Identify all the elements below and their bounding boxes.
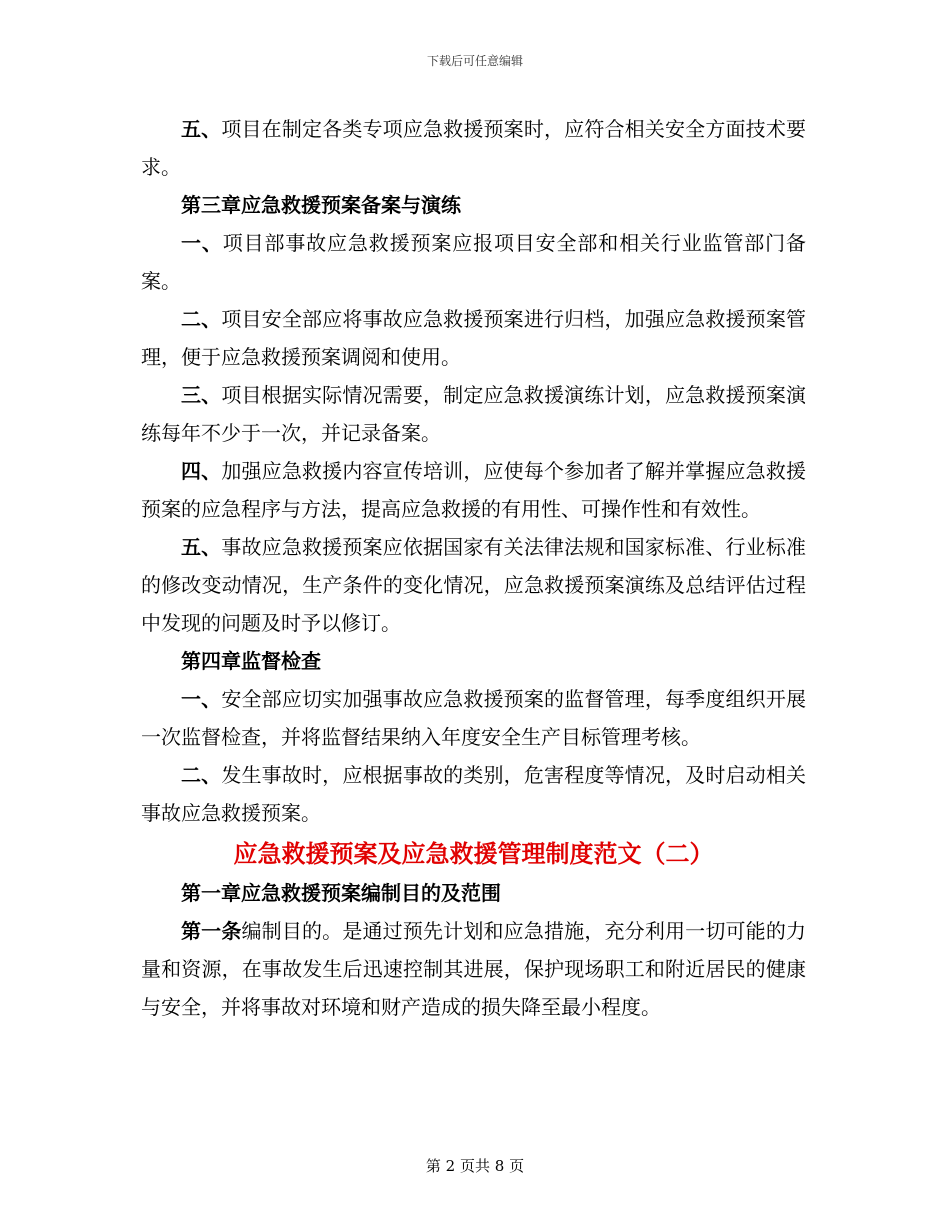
paragraph-text: 发生事故时，应根据事故的类别，危害程度等情况，及时启动相关事故应急救援预案。 [141, 763, 807, 825]
chapter-heading: 第四章监督检查 [181, 649, 321, 673]
paragraph-text: 加强应急救援内容宣传培训，应使每个参加者了解并掌握应急救援预案的应急程序与方法，提高应急救援的有用性、可操作性和有效性。 [141, 459, 807, 521]
page-footer: 第 2 页共 8 页 [425, 1157, 525, 1175]
paragraph-lead: 五、 [181, 535, 222, 559]
paragraph [141, 376, 806, 452]
paragraph-text: 安全部应切实加强事故应急救援预案的监督管理，每季度组织开展一次监督检查，并将监督结果纳入年度安全生产目标管理考核。 [141, 687, 807, 749]
paragraph [141, 528, 806, 642]
paragraph-lead: 二、 [181, 763, 222, 787]
paragraph [141, 756, 806, 832]
page-header: 下载后可任意编辑 [426, 54, 523, 68]
paragraph-text: 项目安全部应将事故应急救援预案进行归档，加强应急救援预案管理，便于应急救援预案调阅和使用。 [141, 307, 807, 369]
document-body [141, 110, 806, 1026]
section-title: 应急救援预案及应急救援管理制度范文（二） [233, 839, 714, 868]
chapter-heading: 第一章应急救援预案编制目的及范围 [181, 881, 501, 905]
paragraph [141, 110, 806, 186]
paragraph-text: 项目根据实际情况需要，制定应急救援演练计划，应急救援预案演练每年不少于一次，并记录备案。 [141, 383, 807, 445]
paragraph-text: 项目在制定各类专项应急救援预案时，应符合相关安全方面技术要求。 [141, 117, 807, 179]
paragraph-lead: 四、 [181, 459, 222, 483]
paragraph-lead: 三、 [181, 383, 222, 407]
paragraph-text: 编制目的。是通过预先计划和应急措施，充分利用一切可能的力量和资源，在事故发生后迅速控制其进展，保护现场职工和附近居民的健康与安全，并将事故对环境和财产造成的损失降至最小程度。 [141, 919, 806, 1019]
paragraph-text: 项目部事故应急救援预案应报项目安全部和相关行业监管部门备案。 [141, 231, 807, 293]
chapter-heading: 第三章应急救援预案备案与演练 [181, 193, 461, 217]
paragraph-lead: 第一条 [181, 919, 242, 943]
paragraph-lead: 一、 [181, 687, 222, 711]
paragraph [141, 680, 806, 756]
paragraph [141, 224, 806, 300]
paragraph [141, 912, 806, 1026]
paragraph-lead: 二、 [181, 307, 222, 331]
paragraph [141, 300, 806, 376]
paragraph [141, 452, 806, 528]
paragraph-lead: 一、 [181, 231, 223, 255]
paragraph-lead: 五、 [181, 117, 222, 141]
paragraph-text: 事故应急救援预案应依据国家有关法律法规和国家标准、行业标准的修改变动情况，生产条件的变化情况，应急救援预案演练及总结评估过程中发现的问题及时予以修订。 [141, 535, 807, 635]
